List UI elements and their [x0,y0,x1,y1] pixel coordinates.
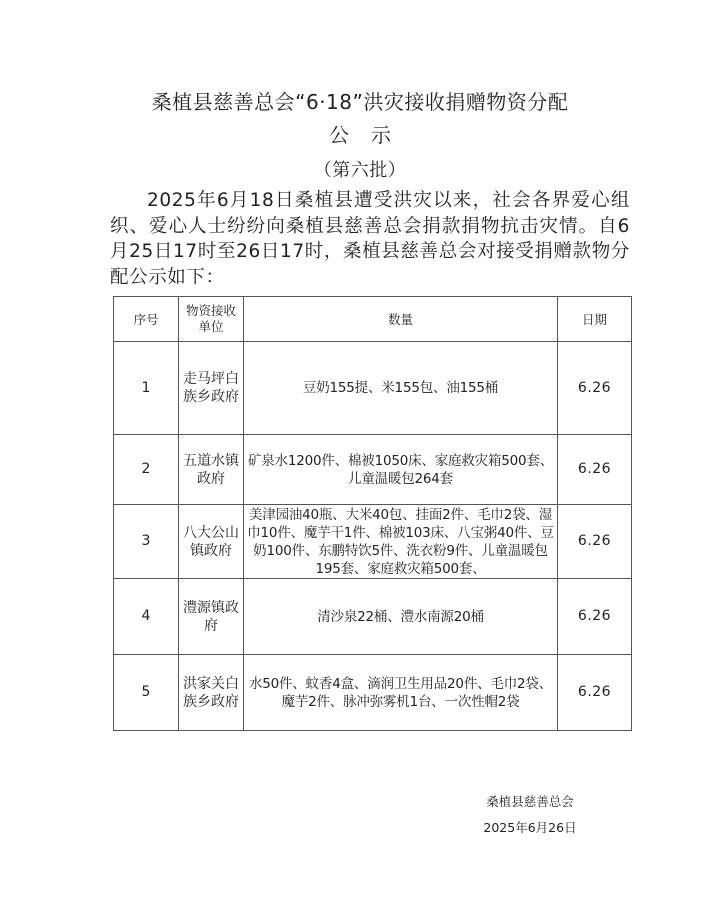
intro-paragraph: 2025年6月18日桑植县遭受洪灾以来，社会各界爱心组织、爱心人士纷纷向桑植县慈善总会捐款捐物抗击灾情。自6月25日17时至26日17时，桑植县慈善总会对接受捐赠款物分配公示如下： [110,190,630,288]
row-index: 2 [114,435,179,505]
row-date: 6.26 [558,342,632,435]
batch-label: （第六批） [313,160,407,181]
row-date: 6.26 [558,655,632,731]
footer-date: 2025年6月26日 [483,820,577,835]
title-line-1: 桑植县慈善总会“6·18”洪灾接收捐赠物资分配 [151,90,569,114]
title-line-2: 公示 [329,123,413,147]
row-date: 6.26 [558,505,632,579]
row-unit: 八大公山镇政府 [179,505,244,579]
row-index: 4 [114,579,179,655]
table-header-row [114,297,632,342]
row-items: 矿泉水1200件、棉被1050床、家庭救灾箱500套、儿童温暖包264套 [244,435,558,505]
row-index: 5 [114,655,179,731]
table-row [114,342,632,435]
row-index: 3 [114,505,179,579]
row-date: 6.26 [558,435,632,505]
row-items: 水50件、蚊香4盒、滴润卫生用品20件、毛巾2袋、魔芋2件、脉冲弥雾机1台、一次性帽2袋 [244,655,558,731]
row-items: 美津园油40瓶、大米40包、挂面2件、毛巾2袋、湿巾10件、魔芋干1件、棉被103床、八宝粥40件、豆奶100件、东鹏特饮5件、洗衣粉9件、儿童温暖包195套、家庭救灾箱500套、 [244,505,558,579]
row-unit: 洪家关白族乡政府 [179,655,244,731]
row-unit: 走马坪白族乡政府 [179,342,244,435]
row-items: 清沙泉22桶、澧水南源20桶 [244,579,558,655]
header-date: 日期 [558,297,632,342]
header-unit: 物资接收单位 [179,297,244,342]
distribution-table [113,296,632,731]
row-unit: 五道水镇政府 [179,435,244,505]
table-row [114,435,632,505]
footer-organization: 桑植县慈善总会 [486,794,574,809]
header-items: 数量 [244,297,558,342]
row-unit: 澧源镇政府 [179,579,244,655]
table-row [114,655,632,731]
table-row [114,579,632,655]
header-index: 序号 [114,297,179,342]
row-items: 豆奶155提、米155包、油155桶 [244,342,558,435]
table-row [114,505,632,579]
row-index: 1 [114,342,179,435]
row-date: 6.26 [558,579,632,655]
